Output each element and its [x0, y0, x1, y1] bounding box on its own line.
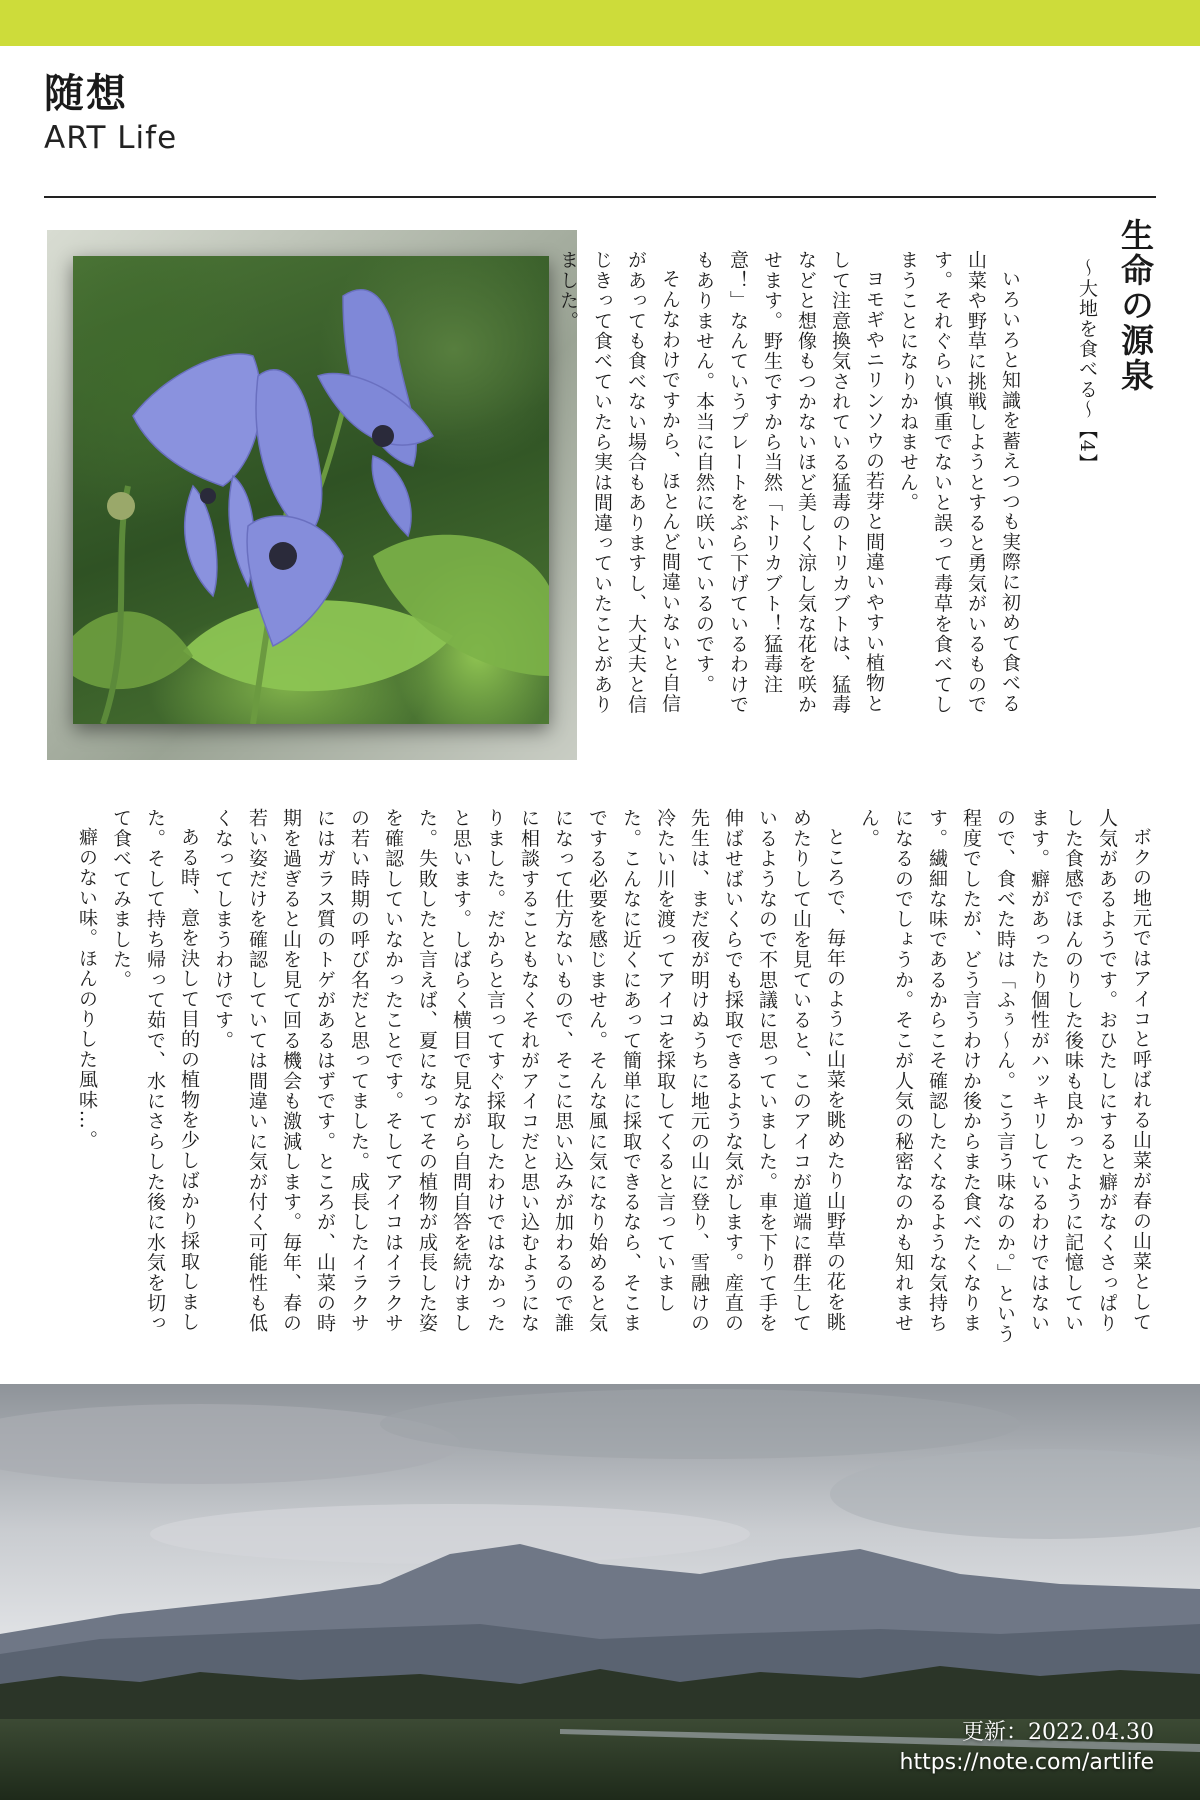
header-divider [44, 196, 1156, 198]
footer-url[interactable]: https://note.com/artlife [899, 1750, 1154, 1775]
section-title: 随想 [44, 71, 128, 117]
top-accent-band [0, 0, 1200, 46]
article-title: 生命の源泉 [1116, 218, 1155, 393]
flower-photo-image [73, 256, 549, 724]
article-lower-text [46, 808, 1158, 1348]
paragraph: 癖のない味。ほんのりした風味…。 [76, 827, 98, 1151]
paragraph: ボクの地元ではアイコと呼ばれる山菜が春の山菜として人気があるようです。おひたしにすると癖がなくさっぱりした食感でほんのりした後味も良かったように記憶しています。癖があったり個性がハッキリしているわけではないので、食べた時は「ふぅ～ん。こう言う味なのか。」という程度でしたが、どう言うわけか後からまた食べたくなります。繊細な味であるからこそ確認したくなるような気持ちになるのでしょうか。そこが人気の秘密なのかも知れません。 [858, 808, 1152, 1344]
article-upper-text [557, 250, 1027, 730]
updated-date: 更新：2022.04.30 [962, 1720, 1154, 1745]
paragraph: ある時、意を決して目的の植物を少しばかり採取しました。そして持ち帰って茹で、水にさらした後に水気を切って食べてみました。 [110, 808, 200, 1334]
paragraph: ヨモギやニリンソウの若芽と間違いやすい植物として注意換気されている猛毒のトリカブトは、猛毒などと想像もつかないほど美しく涼し気な花を咲かせます。野生ですから当然「トリカブト！猛毒注意！」なんていうプレートをぶら下げているわけでもありません。本当に自然に咲いているのです。 [693, 250, 885, 715]
paragraph: ところで、毎年のように山菜を眺めたり山野草の花を眺めたりして山を見ていると、このアイコが道端に群生しているようなので不思議に思っていました。車を下りて手を伸ばせばいくらでも採取できるような気がします。産直の先生は、まだ夜が明けぬうちに地元の山に登り、雪融けの冷たい川を渡ってアイコを採取してくると言っていました。こんなに近くにあって簡単に採取できるなら、そこまでする必要を感じません。そんな風に気になり始めると気になって仕方ないもので、そこに思い込みが加わるので誰に相談することもなくそれがアイコだと思い込むようになりました。だからと言ってすぐ採取したわけではなかったと思います。しばらく横目で見ながら自問自答を続けました。失敗したと言えば、夏になってその植物が成長した姿を確認していなかったことです。そしてアイコはイラクサの若い時期の呼び名だと思ってました。成長したイラクサにはガラス質のトゲがあるはずです。ところが、山菜の時期を過ぎると山を見て回る機会も激減します。毎年、春の若い姿だけを確認していては間違いに気が付く可能性も低くなってしまうわけです。 [212, 808, 846, 1334]
paragraph: そんなわけですから、ほとんど間違いないと自信があっても食べない場合もありますし、大丈夫と信じきって食べていたら実は間違っていたことがありました。 [557, 250, 681, 715]
article-heading [1050, 218, 1160, 738]
section-subtitle: ART Life [44, 120, 178, 156]
article-subtitle: ～大地を食べる～【4】 [1076, 258, 1098, 474]
flower-photo [47, 230, 577, 760]
paragraph: いろいろと知識を蓄えつつも実際に初めて食べる山菜や野草に挑戦しようとすると勇気がいるものです。それぐらい慎重でないと誤って毒草を食べてしまうことになりかねません。 [897, 250, 1021, 715]
monkshood-illustration [73, 256, 549, 724]
